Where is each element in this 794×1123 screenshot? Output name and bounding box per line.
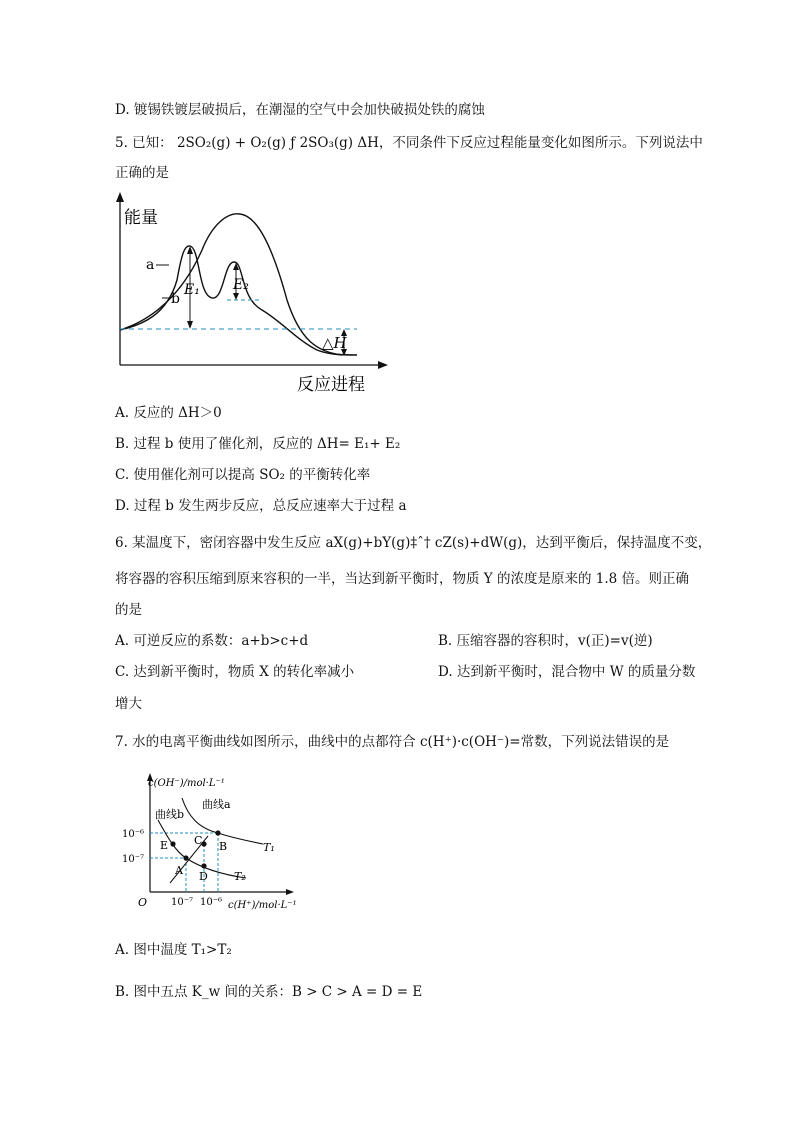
point-a-label: A: [175, 864, 183, 877]
q7-stem: 7. 水的电离平衡曲线如图所示，曲线中的点都符合 c(H⁺)·c(OH⁻)=常数，下列说法错误的是: [115, 734, 670, 750]
t1-label: T₁: [263, 841, 275, 854]
fig1-xlabel: 反应进程: [297, 375, 365, 395]
energy-diagram: [112, 190, 402, 400]
q7-option-a: A. 图中温度 T₁>T₂: [115, 942, 232, 958]
fig2-xtick-1e-7: 10⁻⁷: [171, 897, 194, 908]
q4-option-d: D. 镀锡铁镀层破损后，在潮湿的空气中会加快破损处铁的腐蚀: [115, 102, 485, 118]
q6-option-b: B. 压缩容器的容积时，v(正)=v(逆): [438, 633, 653, 649]
fig2-xlabel: c(H⁺)/mol·L⁻¹: [228, 900, 297, 911]
fig2-xtick-1e-6: 10⁻⁶: [200, 897, 223, 908]
q5-stem-line2: 正确的是: [115, 165, 169, 181]
q6-stem-line1: 6. 某温度下，密闭容器中发生反应 aX(g)+bY(g)‡ˆ† cZ(s)+dW(g)，达到平衡后，保持温度不变，: [115, 535, 712, 551]
point-c-label: C: [194, 834, 203, 847]
fig2-ylabel: c(OH⁻)/mol·L⁻¹: [148, 778, 225, 789]
curve-b-label: b: [171, 291, 180, 307]
q6-option-a: A. 可逆反应的系数：a+b>c+d: [115, 633, 309, 649]
point-d-label: D: [199, 870, 208, 883]
curve-a-label: a: [146, 257, 155, 273]
q6-option-d: D. 达到新平衡时，混合物中 W 的质量分数: [438, 664, 696, 680]
water-ionization-diagram: [118, 768, 318, 918]
dh-label: △H: [322, 334, 347, 352]
curve-a-label: 曲线a: [202, 798, 231, 811]
q6-option-c: C. 达到新平衡时，物质 X 的转化率减小: [115, 664, 355, 680]
fig2-ytick-1e-7: 10⁻⁷: [122, 854, 145, 865]
q6-stem-line2: 将容器的容积压缩到原来容积的一半，当达到新平衡时，物质 Y 的浓度是原来的 1.8 倍。则正确: [115, 571, 690, 587]
e1-label: E₁: [184, 282, 200, 298]
q5-option-a: A. 反应的 ΔH＞0: [115, 405, 222, 421]
point-b: [215, 830, 220, 835]
point-e-label: E: [160, 839, 169, 852]
q6-option-d-continued: 增大: [115, 696, 142, 712]
e2-label: E₂: [233, 277, 249, 293]
fig1-x-arrow: [378, 361, 388, 369]
fig2-origin: O: [138, 896, 148, 909]
q7-option-b: B. 图中五点 K_w 间的关系：B > C > A = D = E: [115, 984, 423, 1000]
q5-option-b: B. 过程 b 使用了催化剂，反应的 ΔH= E₁+ E₂: [115, 436, 401, 452]
t2-label: T₂: [234, 870, 246, 883]
fig1-ylabel: 能量: [124, 208, 158, 228]
q5-option-c: C. 使用催化剂可以提高 SO₂ 的平衡转化率: [115, 467, 371, 483]
curve-a: [120, 214, 342, 355]
fig1-y-arrow: [116, 192, 124, 202]
point-d: [201, 863, 206, 868]
curve-b-label: 曲线b: [155, 808, 185, 821]
fig2-ytick-1e-6: 10⁻⁶: [122, 829, 145, 840]
q6-stem-line3: 的是: [115, 602, 142, 618]
point-b-label: B: [219, 840, 228, 853]
point-a: [183, 855, 188, 860]
q5-option-d: D. 过程 b 发生两步反应，总反应速率大于过程 a: [115, 498, 407, 514]
point-e: [170, 841, 175, 846]
q5-stem-line1: 5. 已知： 2SO₂(g) + O₂(g) ƒ 2SO₃(g) ΔH，不同条件下反应过程能量变化如图所示。下列说法中: [115, 135, 703, 151]
